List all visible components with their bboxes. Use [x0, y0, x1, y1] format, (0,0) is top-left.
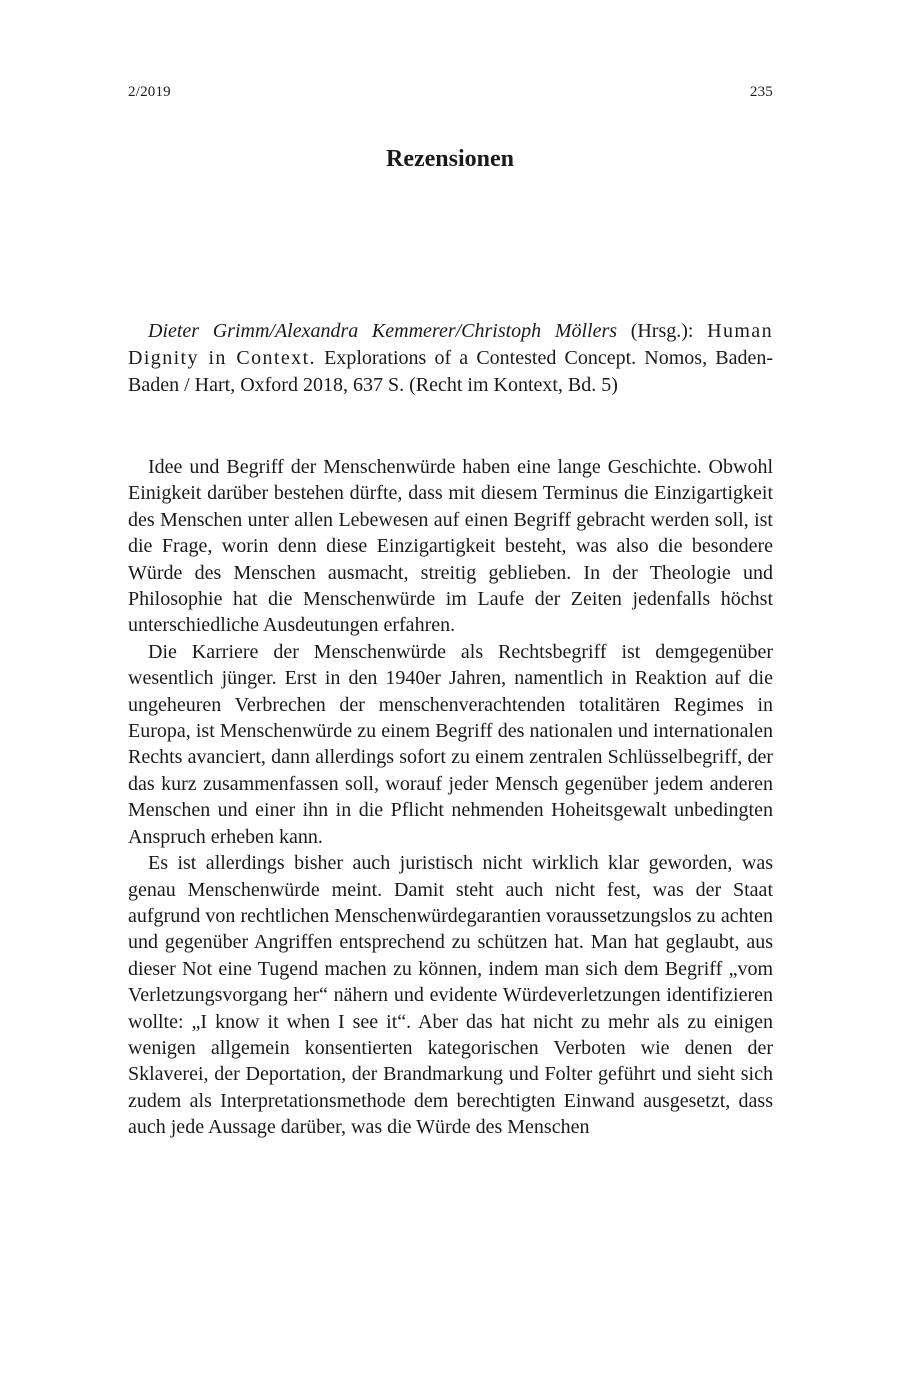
section-title: Rezensionen: [386, 146, 514, 172]
page-number: 235: [749, 84, 773, 100]
book-title: Human Dignity in Context.: [128, 320, 773, 369]
body-paragraph: Die Karriere der Menschenwürde als Rechtsbegriff ist demgegenüber wesentlich jünger. Erst in den 1940er Jahren, namentlich in Reaktion auf die ungeheuren Verbrechen der menschenverachtenden totalitären Regimes in Europa, ist Menschenwürde zu einem Begriff des nationalen und internationalen Rechts avanciert, dann allerdings sofort zu einem zentralen Schlüsselbegriff, der das kurz zusammenfassen soll, worauf jeder Mensch gegenüber jedem anderen Menschen und einer ihn in die Pflicht nehmenden Hoheitsgewalt unbedingten Anspruch erheben kann.: [128, 640, 773, 848]
book-authors: Dieter Grimm/Alexandra Kemmerer/Christoph Möllers: [148, 320, 618, 342]
body-paragraph: Idee und Begriff der Menschenwürde haben eine lange Geschichte. Obwohl Einigkeit darüber bestehen dürfte, dass mit diesem Terminus die Einzigartigkeit des Menschen unter allen Lebewesen auf einen Begriff gebracht werden soll, ist die Frage, worin denn diese Einzigartigkeit besteht, was also die besondere Würde des Menschen ausmacht, streitig geblieben. In der Theologie und Philosophie hat die Menschenwürde im Laufe der Zeiten jedenfalls höchst unterschiedliche Ausdeutungen erfahren.: [128, 456, 773, 637]
body-paragraph: Es ist allerdings bisher auch juristisch nicht wirklich klar geworden, was genau Menschenwürde meint. Damit steht auch nicht fest, was der Staat aufgrund von rechtlichen Menschenwürdegarantien voraussetzungslos zu achten und gegenüber Angriffen entsprechend zu schützen hat. Man hat geglaubt, aus dieser Not eine Tugend machen zu können, indem man sich dem Begriff „vom Verletzungsvorgang her“ nähern und evidente Würdeverletzungen identifizieren wollte: „I know it when I see it“. Aber das hat nicht zu mehr als zu einigen wenigen allgemein konsentierten kategorischen Verboten wie denen der Sklaverei, der Deportation, der Brandmarkung und Folter geführt und sieht sich zudem als Interpretationsmethode dem berechtigten Einwand ausgesetzt, dass auch jede Aussage darüber, was die Würde des Menschen: [128, 852, 773, 1139]
review-body: [128, 454, 773, 1141]
review-citation: [128, 318, 773, 399]
editor-note: (Hrsg.):: [617, 320, 708, 342]
running-header: [128, 84, 773, 101]
issue-number: 2/2019: [128, 84, 171, 100]
book-details: Explorations of a Contested Concept. Nomos, Baden-Baden / Hart, Oxford 2018, 637 S. (Recht im Kontext, Bd. 5): [128, 347, 774, 396]
